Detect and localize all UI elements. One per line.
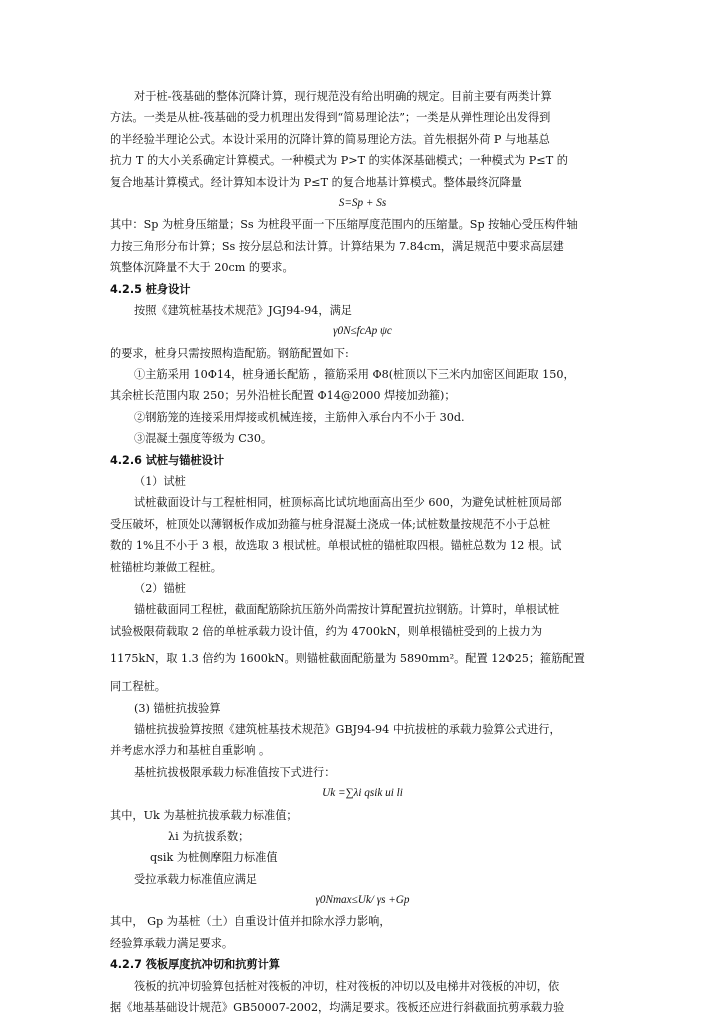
- text-line: 的半经验半理论公式。本设计采用的沉降计算的简易理论方法。首先根据外荷 P 与地基总: [110, 132, 550, 146]
- text-line: 抗力 T 的大小关系确定计算模式。一种模式为 P>T 的实体深基础模式；一种模式为 P≤T 的: [110, 154, 568, 168]
- text-line: 受压破坏，桩顶处以薄钢板作成加劲箍与桩身混凝土浇成一体;试桩数量按规范不小于总桩: [110, 517, 551, 531]
- text-line: λi 为抗拔系数；: [168, 829, 250, 843]
- text-line: ①主筋采用 10Φ14，桩身通长配筋 ，箍筋采用 Φ8(桩顶以下三米内加密区间距取 150，: [134, 368, 575, 382]
- section-heading: 4.2.7 筏板厚度抗冲切和抗剪计算: [110, 958, 280, 972]
- text-line: 筑整体沉降量不大于 20cm 的要求。: [110, 261, 294, 275]
- section-heading: 4.2.6 试桩与锚桩设计: [110, 453, 225, 467]
- text-line: 数的 1%且不小于 3 根，故选取 3 根试桩。单根试桩的锚桩取四根。锚桩总数为 12 根。试: [110, 539, 562, 553]
- text-line: 的要求，桩身只需按照构造配筋。钢筋配置如下:: [110, 346, 349, 360]
- formula-line: γ0N≤fcAp ψc: [333, 325, 392, 338]
- text-line: 据《地基基础设计规范》GB50007-2002，均满足要求。筏板还应进行斜截面抗剪承载力验: [110, 1001, 565, 1015]
- text-line: （2）锚桩: [134, 581, 186, 595]
- text-line: 试验极限荷载取 2 倍的单桩承载力设计值，约为 4700kN，则单根锚桩受到的上拔力为: [110, 624, 543, 638]
- text-line: 经验算承载力满足要求。: [110, 936, 234, 950]
- text-line: (3) 锚桩抗拔验算: [134, 701, 221, 715]
- text-line: 按照《建筑桩基技术规范》JGJ94-94，满足: [134, 303, 352, 317]
- text-line: 锚桩截面同工程桩，截面配筋除抗压筋外尚需按计算配置抗拉钢筋。计算时，单根试桩: [134, 603, 560, 617]
- text-line: ③混凝土强度等级为 C30。: [134, 432, 273, 446]
- text-line: 锚桩抗拔验算按照《建筑桩基技术规范》GBJ94-94 中抗拔桩的承载力验算公式进行，: [134, 722, 561, 736]
- section-heading: 4.2.5 桩身设计: [110, 282, 191, 296]
- text-line: 其中， Gp 为基桩（土）自重设计值并扣除水浮力影响，: [110, 915, 391, 929]
- text-line: 桩锚桩均兼做工程桩。: [110, 560, 222, 574]
- formula-line: γ0Nmax≤Uk/ γs +Gp: [315, 894, 410, 907]
- text-line: 筏板的抗冲切验算包括桩对筏板的冲切，柱对筏板的冲切以及电梯井对筏板的冲切，依: [134, 979, 560, 993]
- text-line: 并考虑水浮力和基桩自重影响 。: [110, 744, 271, 758]
- text-line: ②钢筋笼的连接采用焊接或机械连接，主筋伸入承台内不小于 30d.: [134, 410, 465, 424]
- formula-line: S=Sp + Ss: [338, 196, 387, 209]
- text-line: 方法。一类是从桩-筏基础的受力机理出发得到“简易理论法”；一类是从弹性理论出发得到: [110, 111, 551, 125]
- text-line: 其中：Sp 为桩身压缩量；Ss 为桩段平面一下压缩厚度范围内的压缩量。Sp 按轴心受压构件轴: [110, 218, 578, 232]
- text-line: （1）试桩: [134, 475, 186, 489]
- text-line: 试桩截面设计与工程桩相同，桩顶标高比试坑地面高出至少 600，为避免试桩桩顶局部: [134, 496, 562, 510]
- document-page: [110, 86, 615, 1018]
- text-line: 其余桩长范围内取 250；另外沿桩长配置 Φ14@2000 焊接加劲箍)；: [110, 389, 456, 403]
- text-line: 力按三角形分布计算；Ss 按分层总和法计算。计算结果为 7.84cm，满足规范中要求高层建: [110, 239, 564, 253]
- formula-line: Uk =∑λi qsik ui li: [322, 787, 403, 800]
- text-line: qsik 为桩侧摩阻力标准值: [150, 851, 278, 865]
- text-line: 复合地基计算模式。经计算知本设计为 P≤T 的复合地基计算模式。整体最终沉降量: [110, 175, 522, 189]
- text-line: 1175kN，取 1.3 倍约为 1600kN。则锚桩截面配筋量为 5890mm²。配置 12Φ25；箍筋配置: [110, 652, 585, 666]
- text-line: 同工程桩。: [110, 680, 166, 694]
- text-line: 其中，Uk 为基桩抗拔承载力标准值；: [110, 808, 298, 822]
- text-line: 基桩抗拔极限承载力标准值按下式进行：: [134, 765, 336, 779]
- text-line: 受拉承载力标准值应满足: [134, 872, 258, 886]
- text-line: 对于桩-筏基础的整体沉降计算，现行规范没有给出明确的规定。目前主要有两类计算: [134, 90, 552, 103]
